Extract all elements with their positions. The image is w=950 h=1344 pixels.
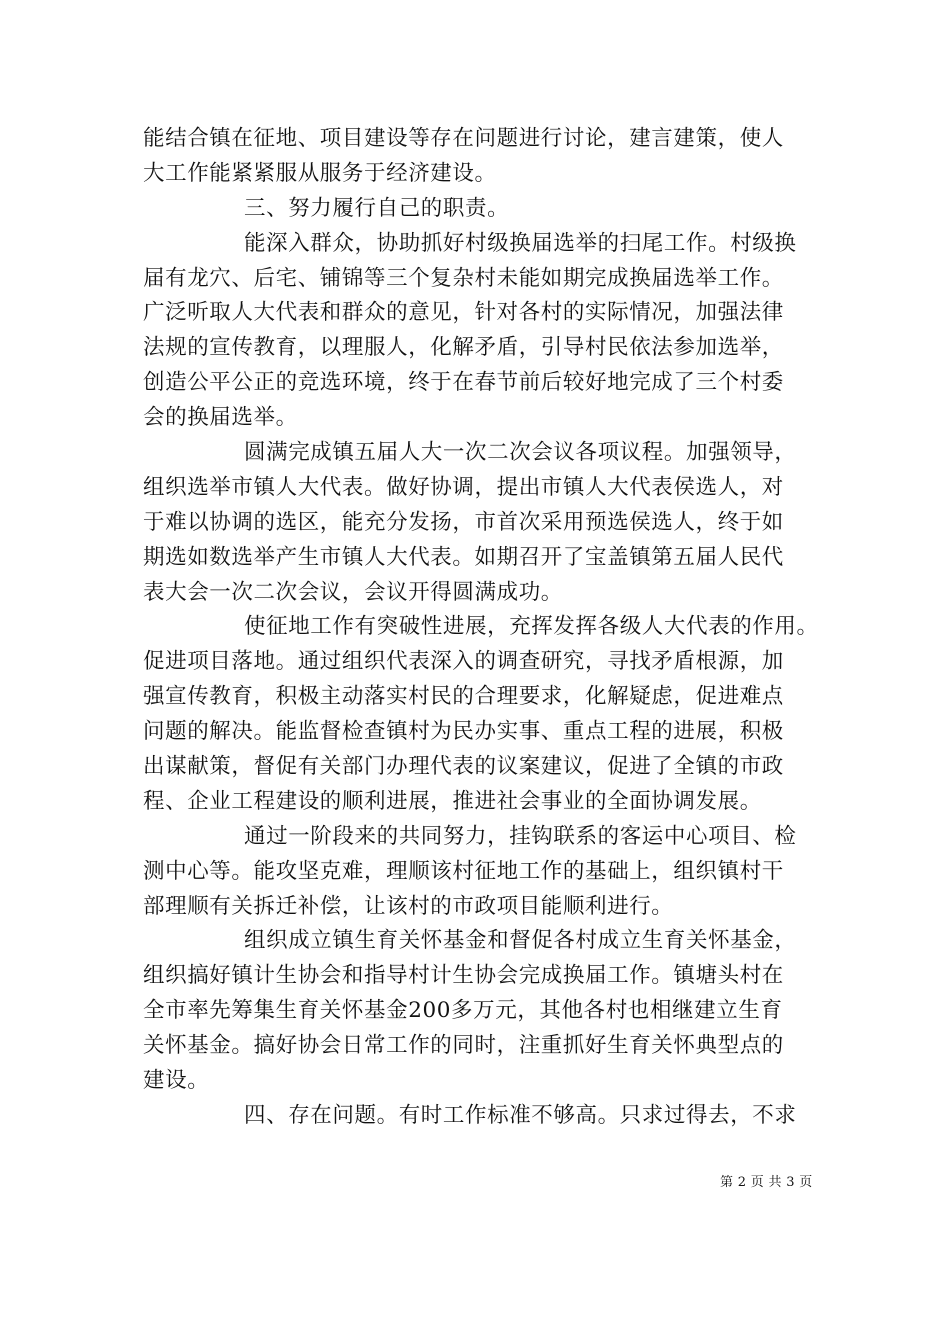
text-line: 于难以协调的选区，能充分发扬，市首次采用预选侯选人，终于如 — [143, 509, 784, 535]
paragraph-first-line: 圆满完成镇五届人大一次二次会议各项议程。加强领导， — [244, 440, 797, 466]
text-line: 期选如数选举产生市镇人大代表。如期召开了宝盖镇第五届人民代 — [143, 544, 784, 570]
text-line: 广泛听取人大代表和群众的意见，针对各村的实际情况，加强法律 — [143, 300, 784, 326]
paragraph-first-line: 组织成立镇生育关怀基金和督促各村成立生育关怀基金， — [244, 928, 797, 954]
text-line: 组织选举市镇人大代表。做好协调，提出市镇人大代表侯选人，对 — [143, 474, 784, 500]
body-text — [143, 122, 823, 1134]
text-line: 创造公平公正的竞选环境，终于在春节前后较好地完成了三个村委 — [143, 370, 784, 396]
text-line: 能结合镇在征地、项目建设等存在问题进行讨论，建言建策，使人 — [143, 126, 784, 151]
paragraph-first-line: 使征地工作有突破性进展，充挥发挥各级人大代表的作用。 — [244, 614, 819, 640]
paragraph-first-line: 能深入群众，协助抓好村级换届选举的扫尾工作。村级换 — [244, 230, 797, 256]
text-line: 大工作能紧紧服从服务于经济建设。 — [143, 160, 497, 186]
section-heading: 三、努力履行自己的职责。 — [244, 195, 510, 221]
text-line: 表大会一次二次会议，会议开得圆满成功。 — [143, 579, 563, 605]
text-line: 关怀基金。搞好协会日常工作的同时，注重抓好生育关怀典型点的 — [143, 1033, 784, 1059]
text-line: 程、企业工程建设的顺利进展，推进社会事业的全面协调发展。 — [143, 788, 762, 814]
text-line: 测中心等。能攻坚克难，理顺该村征地工作的基础上，组织镇村干 — [143, 858, 784, 884]
paragraph-first-line: 通过一阶段来的共同努力，挂钩联系的客运中心项目、检 — [244, 823, 797, 849]
text-line: 促进项目落地。通过组织代表深入的调查研究，寻找矛盾根源，加 — [143, 649, 784, 675]
text-line: 届有龙穴、后宅、铺锦等三个复杂村未能如期完成换届选举工作。 — [143, 265, 784, 291]
page-number: 第 2 页 共 3 页 — [720, 1175, 813, 1190]
text-line: 问题的解决。能监督检查镇村为民办实事、重点工程的进展，积极 — [143, 719, 784, 745]
text-line: 部理顺有关拆迁补偿，让该村的市政项目能顺利进行。 — [143, 893, 674, 919]
text-line: 法规的宣传教育，以理服人，化解矛盾，引导村民依法参加选举， — [143, 335, 784, 361]
text-line: 组织搞好镇计生协会和指导村计生协会完成换届工作。镇塘头村在 — [143, 963, 784, 989]
section-heading: 四、存在问题。有时工作标准不够高。只求过得去，不求 — [244, 1102, 797, 1128]
text-line: 全市率先筹集生育关怀基金200多万元，其他各村也相继建立生育 — [143, 998, 783, 1024]
text-line: 会的换届选举。 — [143, 405, 298, 431]
text-line: 出谋献策，督促有关部门办理代表的议案建议，促进了全镇的市政 — [143, 754, 784, 780]
text-line: 强宣传教育，积极主动落实村民的合理要求，化解疑虑，促进难点 — [143, 684, 784, 710]
text-line: 建设。 — [143, 1068, 210, 1094]
